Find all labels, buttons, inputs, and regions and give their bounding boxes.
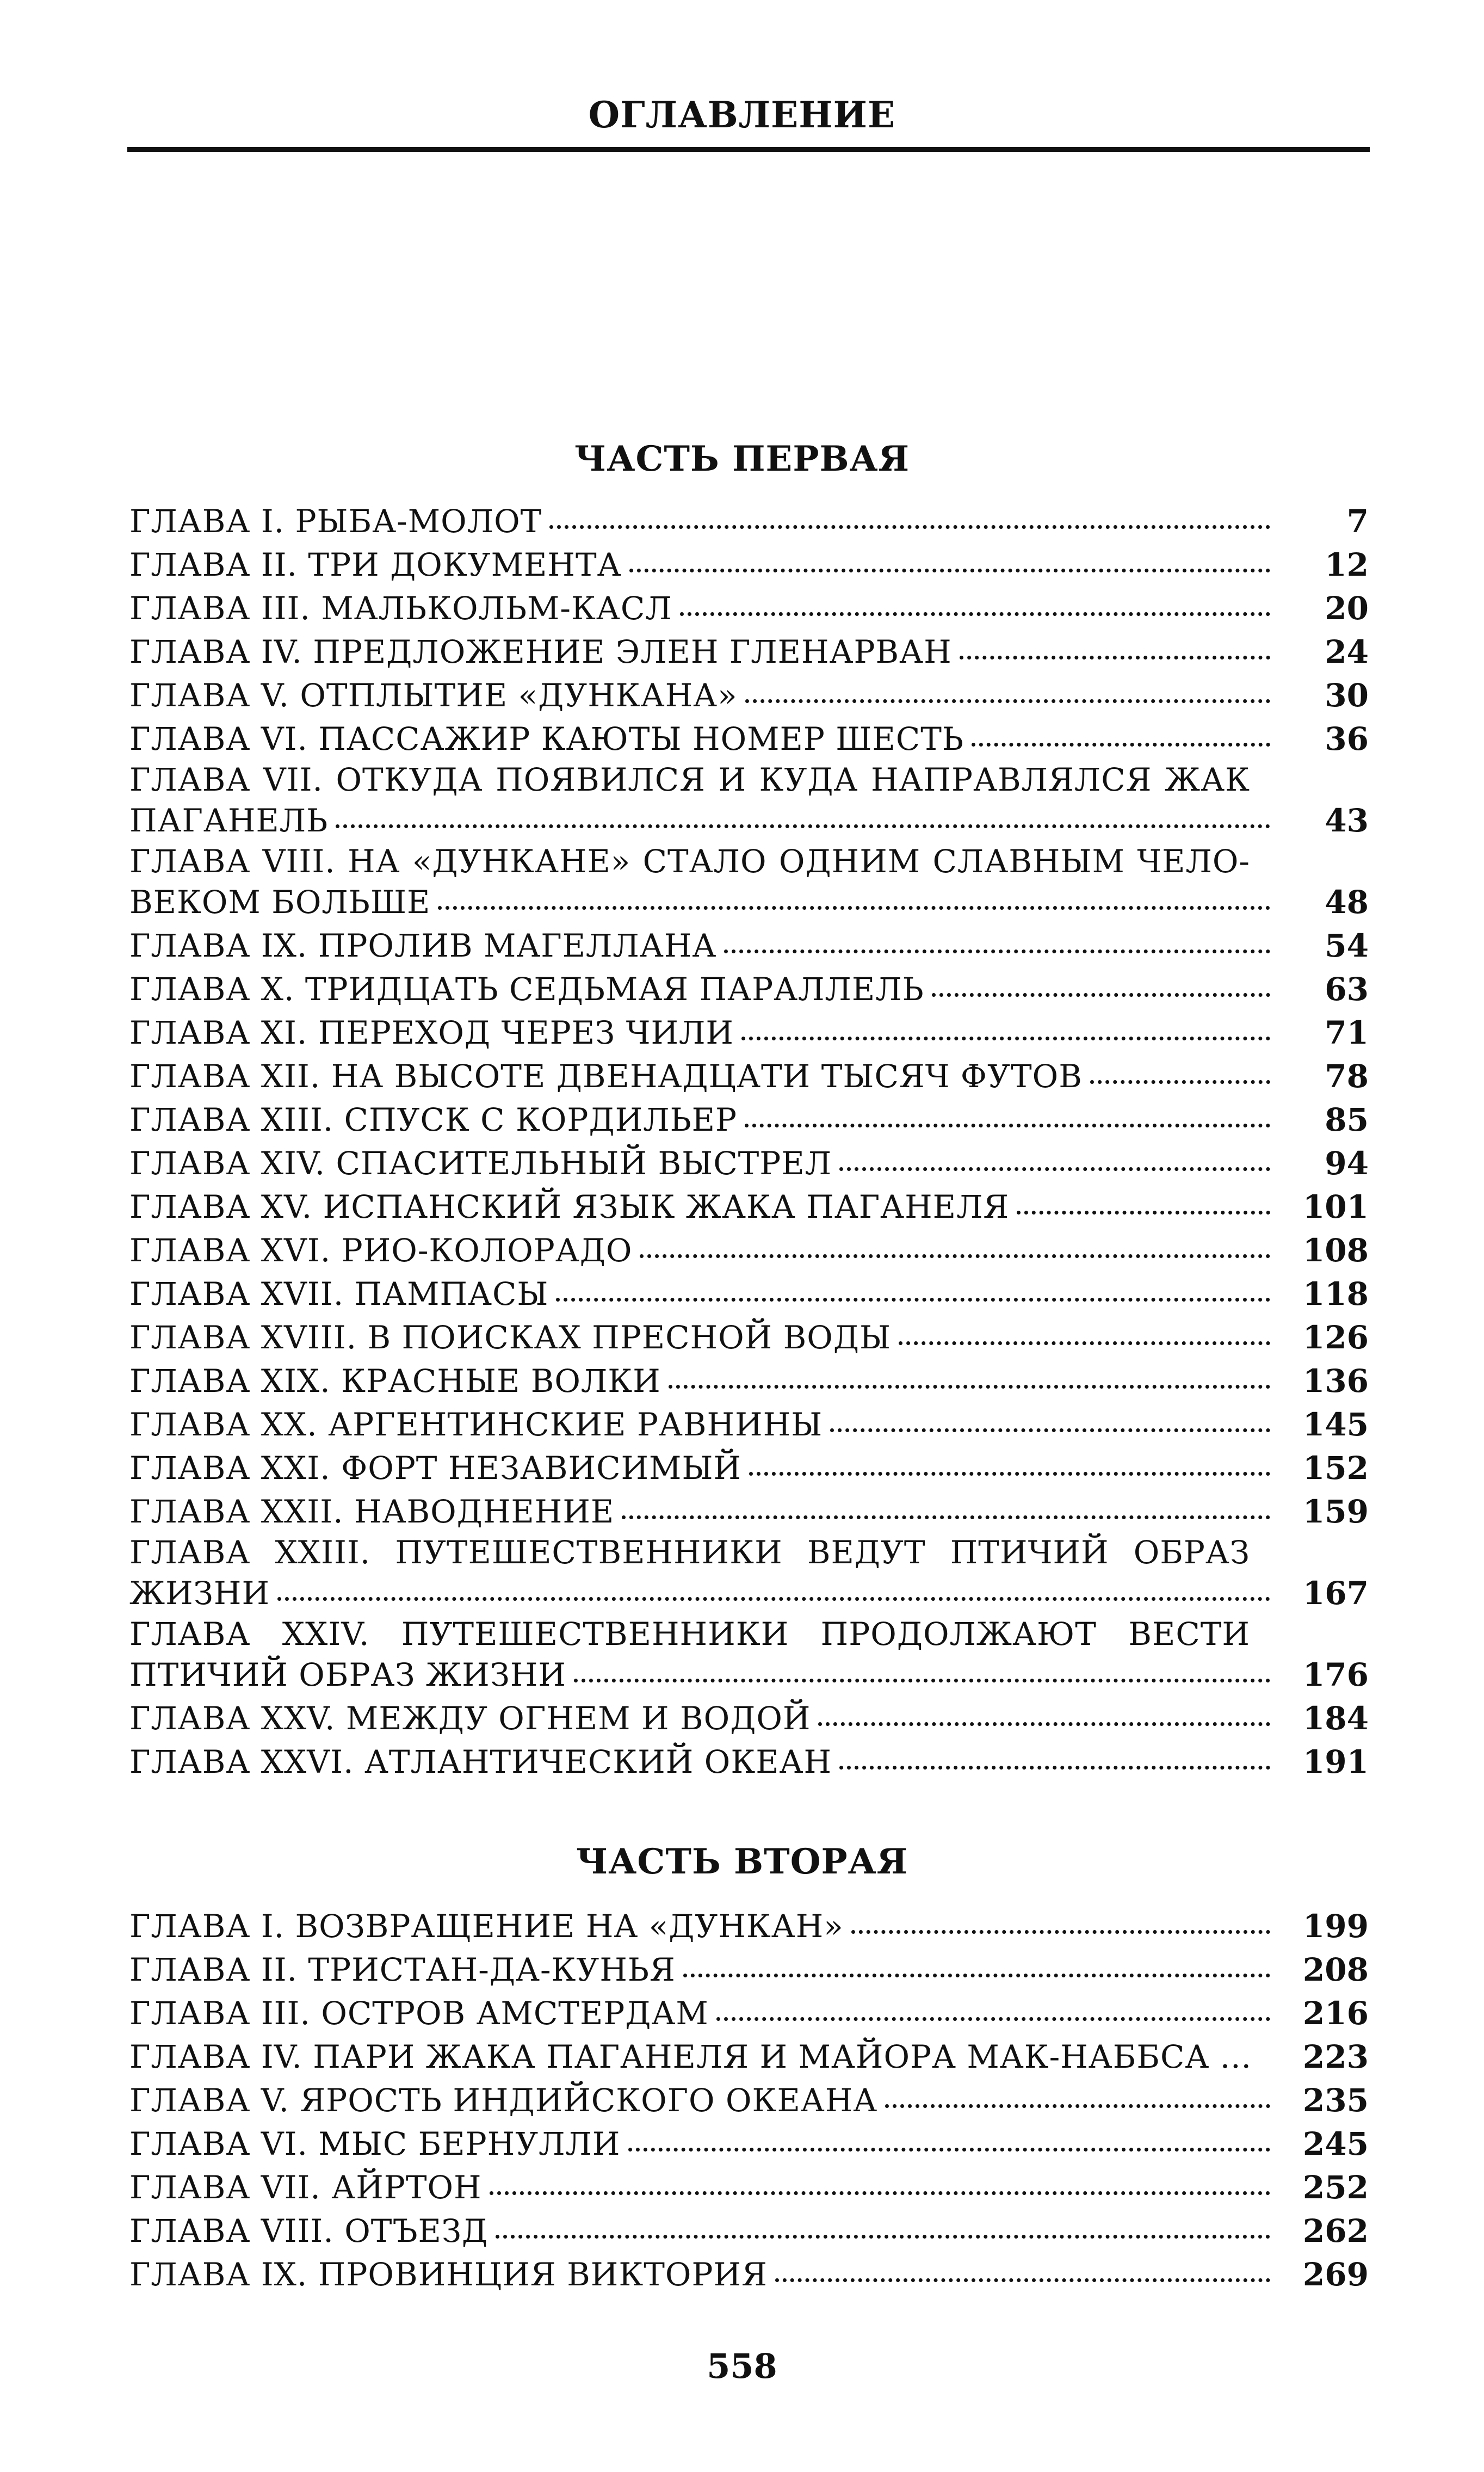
toc-entry-page: 36: [1325, 720, 1369, 757]
toc-entry-title: ГЛАВА IV. ПАРИ ЖАКА ПАГАНЕЛЯ И МАЙОРА МАК-НАББСА ...: [129, 2038, 1252, 2075]
toc-entry-title: ГЛАВА VI. МЫС БЕРНУЛЛИ: [129, 2125, 621, 2162]
toc-entry-title: ГЛАВА VI. ПАССАЖИР КАЮТЫ НОМЕР ШЕСТЬ: [129, 720, 964, 757]
toc-entry-line: [129, 880, 1369, 924]
toc-entry[interactable]: [129, 2209, 1369, 2253]
dot-leader: [1017, 1211, 1270, 1215]
toc-entry-title-first: ГЛАВА VIII. НА «ДУНКАНЕ» СТАЛО ОДНИМ СЛАВНЫМ ЧЕЛО-: [129, 843, 1250, 880]
toc-entry-title: ГЛАВА V. ЯРОСТЬ ИНДИЙСКОГО ОКЕАНА: [129, 2082, 878, 2119]
toc-entry-line: [129, 1948, 1369, 1992]
toc-entry[interactable]: [129, 1948, 1369, 1992]
toc-entry-title: ПТИЧИЙ ОБРАЗ ЖИЗНИ: [129, 1656, 567, 1693]
toc-entry[interactable]: [129, 1403, 1369, 1446]
toc-entry-line: [129, 2122, 1369, 2166]
dot-leader: [680, 612, 1270, 616]
dot-leader: [885, 2104, 1270, 2108]
toc-entry-title: ВЕКОМ БОЛЬШЕ: [129, 884, 431, 921]
toc-entry[interactable]: [129, 2079, 1369, 2122]
toc-entry-title: ГЛАВА III. МАЛЬКОЛЬМ-КАСЛ: [129, 590, 672, 627]
toc-entry[interactable]: [129, 1055, 1369, 1098]
toc-entry-title-first: ГЛАВА XXIV. ПУТЕШЕСТВЕННИКИ ПРОДОЛЖАЮТ ВЕСТИ: [129, 1616, 1250, 1653]
toc-entry-page: 94: [1325, 1145, 1369, 1182]
toc-entry[interactable]: [129, 587, 1369, 630]
toc-entry-page: 269: [1302, 2256, 1369, 2293]
dot-leader: [549, 525, 1270, 529]
toc-entry-line: [129, 1316, 1369, 1359]
toc-entry[interactable]: [129, 1098, 1369, 1142]
toc-entry[interactable]: [129, 1697, 1369, 1740]
toc-entry-line: [129, 1359, 1369, 1403]
toc-entry-page: 167: [1302, 1575, 1369, 1612]
toc-entry-title: ГЛАВА II. ТРИСТАН-ДА-КУНЬЯ: [129, 1951, 676, 1988]
part-1-toc: [129, 500, 1369, 1784]
part-2-toc: [129, 1904, 1369, 2296]
toc-entry-line: [129, 717, 1369, 761]
toc-entry-page: 152: [1302, 1450, 1369, 1487]
toc-entry-page: 159: [1302, 1493, 1369, 1530]
dot-leader: [745, 699, 1270, 703]
toc-entry-title-first: ГЛАВА XXIII. ПУТЕШЕСТВЕННИКИ ВЕДУТ ПТИЧИЙ ОБРАЗ: [129, 1534, 1250, 1571]
toc-entry-title: ГЛАВА XVI. РИО-КОЛОРАДО: [129, 1232, 633, 1269]
toc-entry-line: [129, 630, 1369, 674]
dot-leader: [932, 993, 1270, 997]
toc-entry[interactable]: [129, 2122, 1369, 2166]
dot-leader: [830, 1428, 1270, 1432]
toc-entry-title: ГЛАВА XX. АРГЕНТИНСКИЕ РАВНИНЫ: [129, 1406, 823, 1443]
toc-entry[interactable]: [129, 2166, 1369, 2209]
toc-entry-title-first: ГЛАВА VII. ОТКУДА ПОЯВИЛСЯ И КУДА НАПРАВЛЯЛСЯ ЖАК: [129, 761, 1250, 798]
toc-entry-page: 43: [1325, 802, 1369, 839]
toc-entry[interactable]: [129, 1740, 1369, 1784]
dot-leader: [724, 950, 1270, 953]
toc-entry-title: ГЛАВА XXII. НАВОДНЕНИЕ: [129, 1493, 615, 1530]
toc-entry-line: [129, 967, 1369, 1011]
toc-entry-page: 145: [1302, 1406, 1369, 1443]
toc-entry-title: ГЛАВА XXV. МЕЖДУ ОГНЕМ И ВОДОЙ: [129, 1700, 811, 1737]
part-1-title: ЧАСТЬ ПЕРВАЯ: [574, 439, 910, 479]
toc-entry-title: ГЛАВА XIV. СПАСИТЕЛЬНЫЙ ВЫСТРЕЛ: [129, 1145, 832, 1182]
toc-entry-page: 208: [1302, 1951, 1369, 1988]
dot-leader: [1090, 1080, 1270, 1084]
toc-entry-first-line: [129, 1615, 1369, 1653]
toc-entry-line: [129, 924, 1369, 967]
toc-entry-page: 24: [1325, 633, 1369, 670]
toc-entry-first-line: [129, 761, 1369, 799]
toc-entry[interactable]: [129, 1904, 1369, 1948]
toc-entry-first-line: [129, 842, 1369, 880]
toc-entry-page: 191: [1302, 1743, 1369, 1780]
toc-entry-title: ПАГАНЕЛЬ: [129, 802, 329, 839]
toc-entry[interactable]: [129, 1359, 1369, 1403]
toc-entry-title: ЖИЗНИ: [129, 1575, 270, 1612]
dot-leader: [556, 1298, 1270, 1302]
dot-leader: [741, 1037, 1270, 1040]
toc-entry-title: ГЛАВА XVIII. В ПОИСКАХ ПРЕСНОЙ ВОДЫ: [129, 1319, 892, 1356]
toc-entry-title: ГЛАВА XII. НА ВЫСОТЕ ДВЕНАДЦАТИ ТЫСЯЧ ФУТОВ: [129, 1058, 1083, 1095]
toc-entry-line: [129, 1446, 1369, 1490]
toc-entry[interactable]: [129, 1011, 1369, 1055]
toc-entry-page: 199: [1302, 1908, 1369, 1945]
toc-entry[interactable]: [129, 1185, 1369, 1229]
toc-entry-page: 235: [1302, 2082, 1369, 2119]
header-rule: [127, 147, 1370, 152]
toc-entry-line: [129, 1098, 1369, 1142]
toc-entry-page: 184: [1302, 1700, 1369, 1737]
toc-entry-line: [129, 1011, 1369, 1055]
toc-entry-title: ГЛАВА V. ОТПЛЫТИЕ «ДУНКАНА»: [129, 677, 738, 714]
dot-leader: [839, 1766, 1270, 1770]
toc-entry[interactable]: [129, 761, 1369, 842]
toc-entry-line: [129, 1904, 1369, 1948]
toc-entry-title: ГЛАВА VII. АЙРТОН: [129, 2169, 482, 2206]
toc-entry-page: 54: [1325, 927, 1369, 964]
toc-entry[interactable]: [129, 1272, 1369, 1316]
toc-entry[interactable]: [129, 1615, 1369, 1697]
toc-entry-title: ГЛАВА XV. ИСПАНСКИЙ ЯЗЫК ЖАКА ПАГАНЕЛЯ: [129, 1188, 1010, 1225]
toc-entry-title: ГЛАВА XI. ПЕРЕХОД ЧЕРЕЗ ЧИЛИ: [129, 1014, 734, 1051]
header-title: ОГЛАВЛЕНИЕ: [588, 94, 896, 136]
toc-entry-page: 12: [1325, 546, 1369, 583]
dot-leader: [629, 569, 1270, 572]
toc-entry[interactable]: [129, 1490, 1369, 1533]
dot-leader: [622, 1515, 1270, 1519]
toc-entry-title: ГЛАВА I. РЫБА-МОЛОТ: [129, 503, 542, 540]
dot-leader: [669, 1385, 1270, 1389]
toc-entry-line: [129, 1653, 1369, 1697]
dot-leader: [336, 824, 1270, 828]
toc-entry-page: 71: [1325, 1014, 1369, 1051]
dot-leader: [490, 2191, 1270, 2195]
part-2-title: ЧАСТЬ ВТОРАЯ: [576, 1841, 908, 1882]
dot-leader: [899, 1341, 1270, 1345]
toc-entry-page: 108: [1302, 1232, 1369, 1269]
toc-entry-page: 48: [1325, 884, 1369, 921]
toc-entry-title: ГЛАВА II. ТРИ ДОКУМЕНТА: [129, 546, 622, 583]
toc-entry-line: [129, 2166, 1369, 2209]
toc-entry-title: ГЛАВА I. ВОЗВРАЩЕНИЕ НА «ДУНКАН»: [129, 1908, 844, 1945]
toc-entry-title: ГЛАВА IV. ПРЕДЛОЖЕНИЕ ЭЛЕН ГЛЕНАРВАН: [129, 633, 952, 670]
toc-entry[interactable]: [129, 2253, 1369, 2296]
toc-entry-title: ГЛАВА XIX. КРАСНЫЕ ВОЛКИ: [129, 1363, 661, 1400]
toc-entry-line: [129, 674, 1369, 717]
toc-entry-line: [129, 587, 1369, 630]
toc-entry[interactable]: [129, 1142, 1369, 1185]
toc-entry-line: [129, 543, 1369, 587]
dot-leader: [496, 2235, 1270, 2239]
toc-entry-page: 262: [1302, 2212, 1369, 2249]
dot-leader: [972, 743, 1270, 747]
toc-entry-page: 30: [1325, 677, 1369, 714]
dot-leader: [716, 2017, 1270, 2021]
toc-entry[interactable]: [129, 1316, 1369, 1359]
toc-entry-page: 7: [1346, 503, 1369, 540]
toc-entry-line: [129, 1185, 1369, 1229]
toc-entry-first-line: [129, 1533, 1369, 1571]
toc-entry[interactable]: [129, 630, 1369, 674]
toc-entry-title: ГЛАВА VIII. ОТЪЕЗД: [129, 2212, 489, 2249]
toc-entry-title: ГЛАВА XXVI. АТЛАНТИЧЕСКИЙ ОКЕАН: [129, 1743, 832, 1780]
dot-leader: [851, 1930, 1270, 1934]
toc-entry-title: ГЛАВА IX. ПРОЛИВ МАГЕЛЛАНА: [129, 927, 717, 964]
dot-leader: [960, 656, 1270, 659]
toc-entry-page: 252: [1302, 2169, 1369, 2206]
toc-entry-line: [129, 2079, 1369, 2122]
toc-entry-page: 85: [1325, 1101, 1369, 1138]
toc-entry-line: [129, 799, 1369, 842]
toc-entry-page: 176: [1302, 1656, 1369, 1693]
toc-entry-page: 78: [1325, 1058, 1369, 1095]
toc-entry-page: 216: [1302, 1995, 1369, 2032]
toc-entry[interactable]: [129, 1446, 1369, 1490]
toc-entry-line: [129, 1697, 1369, 1740]
toc-entry-page: 136: [1302, 1363, 1369, 1400]
toc-entry-page: 63: [1325, 971, 1369, 1008]
dot-leader: [775, 2278, 1270, 2282]
toc-entry-page: 118: [1302, 1275, 1369, 1312]
dot-leader: [640, 1254, 1270, 1258]
toc-entry-line: [129, 1229, 1369, 1272]
toc-entry-page: 126: [1302, 1319, 1369, 1356]
toc-entry[interactable]: [129, 967, 1369, 1011]
toc-entry-line: [129, 500, 1369, 543]
dot-leader: [277, 1597, 1270, 1601]
toc-entry-line: [129, 1272, 1369, 1316]
toc-entry[interactable]: [129, 500, 1369, 543]
toc-entry[interactable]: [129, 924, 1369, 967]
toc-entry[interactable]: [129, 2035, 1369, 2079]
toc-entry-page: 223: [1302, 2038, 1369, 2075]
dot-leader: [628, 2148, 1270, 2152]
toc-entry-page: 20: [1325, 590, 1369, 627]
toc-entry[interactable]: [129, 842, 1369, 924]
toc-entry-line: [129, 2253, 1369, 2296]
dot-leader: [749, 1472, 1270, 1476]
toc-entry-line: [129, 1571, 1369, 1615]
toc-entry-title: ГЛАВА XVII. ПАМПАСЫ: [129, 1275, 549, 1312]
dot-leader: [683, 1974, 1270, 1977]
toc-entry[interactable]: [129, 543, 1369, 587]
toc-entry-title: ГЛАВА III. ОСТРОВ АМСТЕРДАМ: [129, 1995, 709, 2032]
toc-entry-title: ГЛАВА XXI. ФОРТ НЕЗАВИСИМЫЙ: [129, 1450, 742, 1487]
toc-entry[interactable]: [129, 1533, 1369, 1615]
toc-entry-title: ГЛАВА XIII. СПУСК С КОРДИЛЬЕР: [129, 1101, 738, 1138]
dot-leader: [745, 1124, 1270, 1127]
dot-leader: [574, 1679, 1270, 1682]
toc-entry-line: [129, 1403, 1369, 1446]
dot-leader: [818, 1722, 1270, 1726]
dot-leader: [438, 906, 1270, 910]
toc-entry-line: [129, 1490, 1369, 1533]
toc-entry-line: [129, 1992, 1369, 2035]
toc-entry-title: ГЛАВА X. ТРИДЦАТЬ СЕДЬМАЯ ПАРАЛЛЕЛЬ: [129, 971, 924, 1008]
toc-entry-title: ГЛАВА IX. ПРОВИНЦИЯ ВИКТОРИЯ: [129, 2256, 768, 2293]
toc-entry-line: [129, 2035, 1369, 2079]
toc-entry-page: 101: [1302, 1188, 1369, 1225]
toc-entry[interactable]: [129, 717, 1369, 761]
toc-entry-line: [129, 1055, 1369, 1098]
toc-entry[interactable]: [129, 1229, 1369, 1272]
toc-entry[interactable]: [129, 1992, 1369, 2035]
toc-entry-line: [129, 2209, 1369, 2253]
dot-leader: [839, 1167, 1270, 1171]
toc-entry-line: [129, 1740, 1369, 1784]
toc-entry-page: 245: [1302, 2125, 1369, 2162]
toc-entry-line: [129, 1142, 1369, 1185]
page-number: 558: [707, 2346, 777, 2386]
toc-entry[interactable]: [129, 674, 1369, 717]
